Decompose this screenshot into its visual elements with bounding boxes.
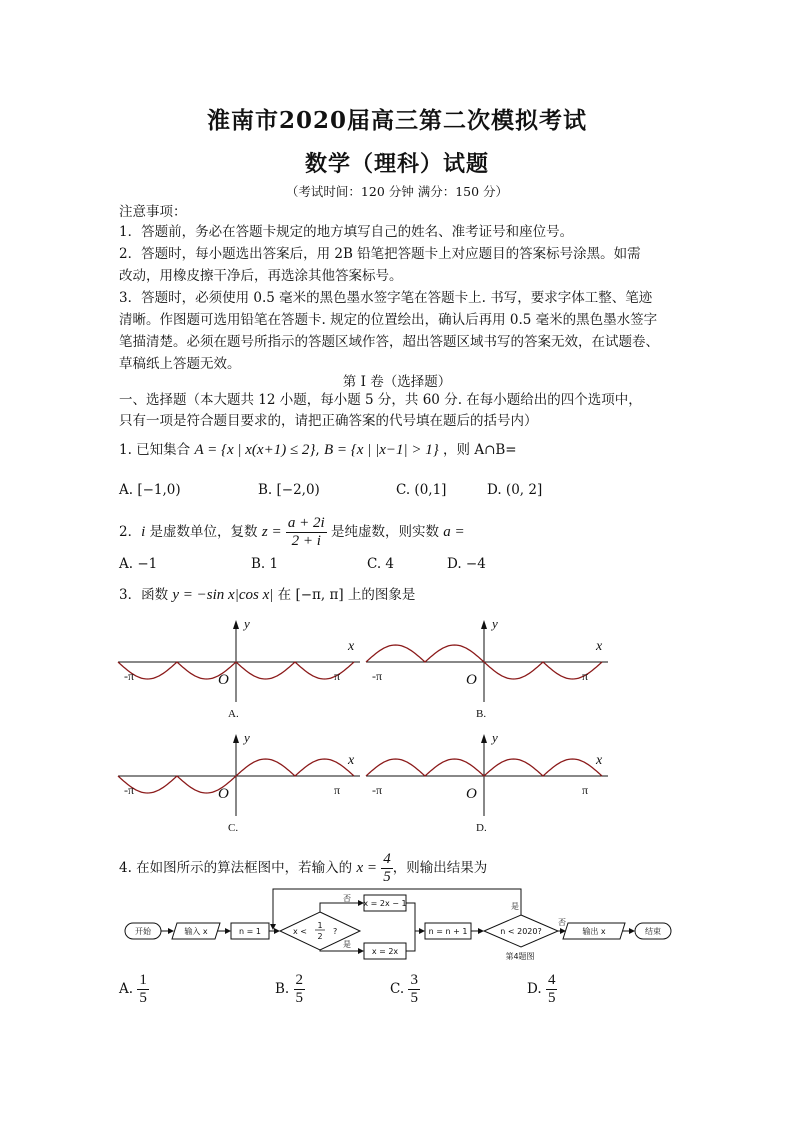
neg-pi-label: -π [372, 669, 383, 683]
origin-label: O [218, 786, 229, 802]
section-intro: 只有一项是符合题目要求的，请把正确答案的代号填在题后的括号内） [119, 413, 538, 429]
flow-end-label: 结束 [645, 927, 661, 936]
q2-text1: 是虚数单位，复数 [145, 524, 262, 540]
q3-text: 在 [−π, π] 上的图象是 [273, 587, 416, 603]
q1-option-b: B. [−2,0) [258, 482, 320, 498]
y-axis-arrow [481, 620, 487, 629]
graph-option-label: B. [476, 708, 487, 720]
neg-pi-label: -π [124, 669, 135, 683]
exam-title: 淮南市2020届高三第二次模拟考试 [206, 107, 587, 134]
x-axis-label: x [596, 753, 603, 768]
q1-prefix: 1. 已知集合 [119, 442, 191, 458]
q4-frac-num: 4 [383, 851, 391, 867]
q1-separator: , [315, 442, 320, 458]
q4-option-fraction [137, 972, 149, 1007]
origin-label: O [466, 786, 477, 802]
q4-option-letter: C. [390, 981, 405, 997]
q2-a-eq: a = [443, 524, 465, 540]
flow-cond2-label: n < 2020? [500, 927, 542, 936]
q3-function: y = −sin x|cos x| [172, 587, 274, 603]
pi-label: π [334, 783, 341, 797]
q4-option-num: 3 [410, 972, 418, 988]
y-axis-label: y [492, 616, 498, 631]
neg-pi-label: -π [372, 783, 383, 797]
graph-option-label: A. [228, 708, 239, 720]
q4-option-d [527, 972, 557, 1007]
q4-flowchart [115, 885, 685, 965]
q4-option-den: 5 [139, 990, 147, 1006]
q1-option-a: A. [−1,0) [119, 482, 181, 498]
q4-option-num: 1 [139, 972, 147, 988]
q2-frac-num: a + 2i [287, 515, 325, 531]
x-axis-label: x [348, 753, 355, 768]
q4-option-letter: A. [119, 981, 134, 997]
flow-cond1-x: x < [293, 927, 307, 936]
q2-prefix: 2． [119, 524, 142, 540]
y-axis-arrow [233, 620, 239, 629]
q4-option-num: 4 [547, 972, 556, 988]
section-intro: 一、选择题（本大题共 12 小题，每小题 5 分，共 60 分. 在每小题给出的四个选项中， [119, 392, 642, 408]
q2-option-c: C. 4 [367, 556, 395, 572]
q4-option-num: 2 [295, 972, 304, 988]
flow-inc-label: n = n + 1 [428, 927, 468, 936]
q2-i-var: i [141, 524, 146, 540]
q2-text2: 是纯虚数，则实数 [326, 524, 444, 540]
origin-label: O [466, 672, 477, 688]
graph-option-label: C. [228, 822, 239, 834]
y-axis-arrow [233, 734, 239, 743]
flow-output-label: 输出 x [582, 927, 606, 936]
q4-option-fraction [408, 972, 420, 1007]
flow-cond1-q: ? [333, 927, 338, 936]
flow-caption: 第4题图 [505, 952, 535, 961]
flow-assign-no-label: x = 2x − 1 [363, 899, 407, 908]
q4-prefix: 4. 在如图所示的算法框图中，若输入的 [119, 860, 357, 876]
section-title: 第 I 卷（选择题） [342, 374, 452, 390]
notes-line: 清晰。作图题可选用铅笔在答题卡. 规定的位置绘出，确认后再用 0.5 毫米的黑色墨水签字 [119, 312, 658, 328]
pi-label: π [582, 669, 589, 683]
q4-option-fraction [546, 972, 558, 1007]
q1-set-a: A = {x | x(x+1) ≤ 2} [194, 442, 316, 458]
notes-line: 笔描清楚。必须在题号所指示的答题区域作答，超出答题区域书写的答案无效，在试题卷、 [119, 334, 659, 350]
flow-input-label: 输入 x [184, 927, 208, 936]
y-axis-label: y [492, 730, 498, 745]
q4-option-letter: B. [275, 981, 290, 997]
graph-option-label: D. [476, 822, 487, 834]
q2-option-d: D. −4 [447, 556, 486, 572]
q4-suffix: ，则输出结果为 [392, 860, 488, 876]
q2-frac-den: 2 + i [291, 533, 321, 549]
y-axis-arrow [481, 734, 487, 743]
question-4 [119, 850, 719, 886]
q4-frac-den: 5 [383, 869, 391, 885]
exam-info: （考试时间：120 分钟 满分：150 分） [285, 184, 509, 199]
flow-cond1-den: 2 [317, 932, 323, 941]
question-1 [119, 439, 719, 461]
notes-heading: 注意事项： [119, 204, 187, 220]
flow-yes2-label: 是 [511, 902, 519, 911]
q4-option-a [119, 972, 149, 1007]
q3-graphs [0, 610, 794, 840]
flow-no2-label: 否 [558, 918, 566, 927]
q2-option-a: A. −1 [119, 556, 158, 572]
notes-line: 2．答题时，每小题选出答案后，用 2B 铅笔把答题卡上对应题目的答案标号涂黑。如需 [119, 246, 641, 262]
pi-label: π [582, 783, 589, 797]
y-axis-label: y [244, 616, 250, 631]
q1-option-d: D. (0, 2] [487, 482, 543, 498]
x-axis-label: x [348, 639, 355, 654]
notes-line: 1．答题前，务必在答题卡规定的地方填写自己的姓名、准考证号和座位号。 [119, 224, 574, 240]
flow-start-label: 开始 [135, 927, 151, 936]
q1-option-c: C. (0,1] [396, 482, 447, 498]
question-3 [119, 584, 719, 606]
q4-option-letter: D. [527, 981, 542, 997]
x-axis-label: x [596, 639, 603, 654]
y-axis-label: y [244, 730, 250, 745]
q4-option-b [275, 972, 305, 1007]
q3-prefix: 3．函数 [119, 587, 173, 603]
pi-label: π [334, 669, 341, 683]
q1-suffix: ，则 A∩B= [443, 442, 517, 458]
flow-assign-yes-label: x = 2x [371, 947, 399, 956]
exam-subject: 数学（理科）试题 [304, 151, 489, 177]
q4-option-den: 5 [295, 990, 304, 1006]
q4-option-den: 5 [410, 990, 418, 1006]
q4-fraction [381, 851, 393, 886]
flow-cond1-num: 1 [317, 921, 323, 930]
origin-label: O [218, 672, 229, 688]
flow-yes1-label: 是 [343, 940, 351, 949]
q2-z-eq: z = [261, 524, 282, 540]
q4-option-fraction [294, 972, 306, 1007]
q4-option-c [390, 972, 420, 1007]
q2-option-b: B. 1 [251, 556, 279, 572]
notes-line: 草稿纸上答题无效。 [119, 356, 241, 372]
notes-line: 改动，用橡皮擦干净后，再选涂其他答案标号。 [119, 268, 403, 284]
question-2 [119, 514, 719, 550]
q4-option-den: 5 [547, 990, 556, 1006]
flow-init-label: n = 1 [239, 927, 261, 936]
q2-fraction [286, 515, 327, 550]
q1-set-b: B = {x | |x−1| > 1} [324, 442, 439, 458]
neg-pi-label: -π [124, 783, 135, 797]
q4-x-eq: x = [356, 860, 377, 876]
notes-line: 3．答题时，必须使用 0.5 毫米的黑色墨水签字笔在答题卡上. 书写，要求字体工整、笔迹 [119, 290, 653, 306]
flow-no1-label: 否 [343, 894, 351, 903]
